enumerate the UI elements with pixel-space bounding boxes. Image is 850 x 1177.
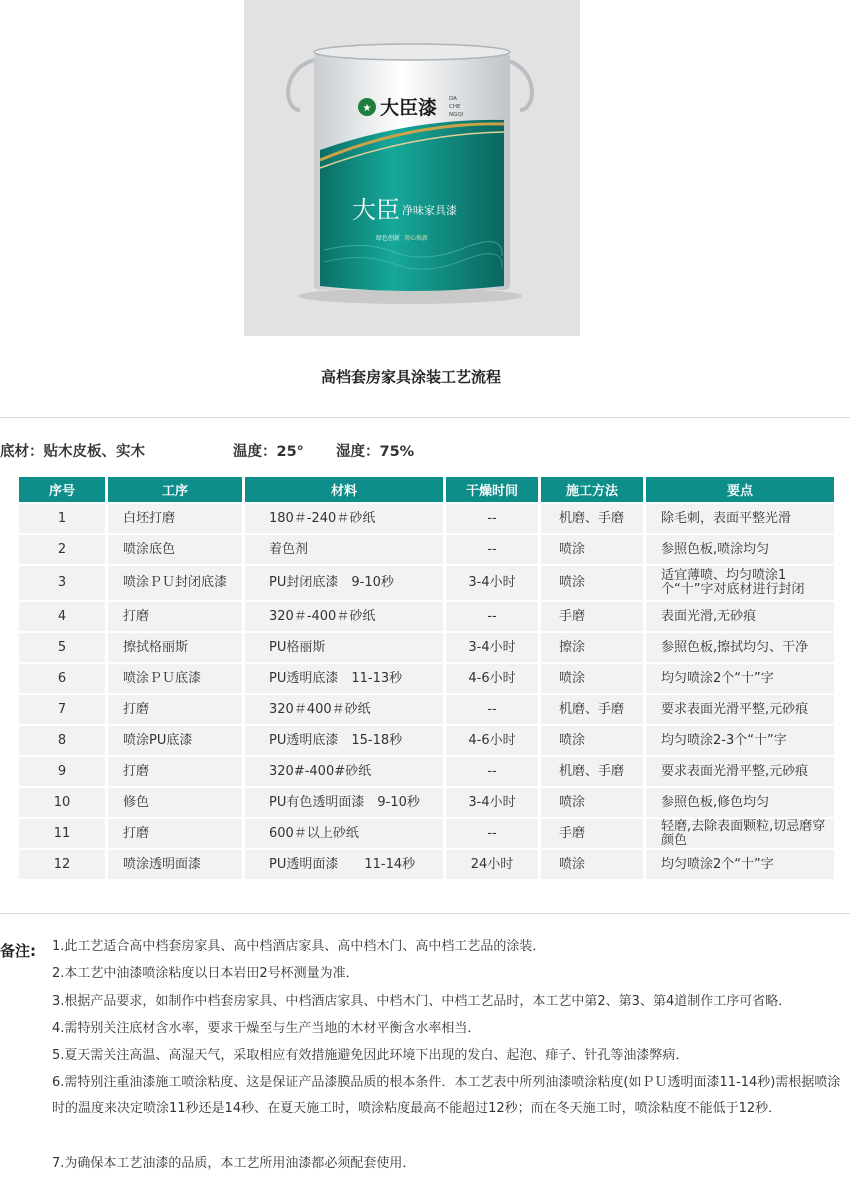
note-item: 5.夏天需关注高温、高湿天气，采取相应有效措施避免因此环境下出现的发白、起泡、痱子、针孔等油漆弊病． [52,1048,689,1063]
cell-point: 参照色板,喷涂均匀 [646,535,834,564]
cell-dry-time: 4-6小时 [446,726,538,755]
paint-can-image [244,0,580,336]
cell-method: 喷涂 [541,566,643,600]
brand-pinyin-3: NGQI [449,112,464,118]
cell-method: 机磨、手磨 [541,757,643,786]
table-row [19,726,834,755]
cell-material: PU有色透明面漆 9-10秒 [245,788,443,817]
table-row [19,757,834,786]
cell-no: 4 [19,602,105,631]
cell-point: 参照色板,擦拭均匀、干净 [646,633,834,662]
cell-process: 修色 [108,788,242,817]
table-row [19,819,834,848]
cell-method: 喷涂 [541,535,643,564]
cell-process: 白坯打磨 [108,504,242,533]
humidity-text: 湿度：75% [336,444,415,460]
table-row [19,504,834,533]
product-image-panel [244,0,580,336]
cell-point: 适宜薄喷、均匀喷涂1个“十”字对底材进行封闭 [646,566,834,600]
table-row [19,535,834,564]
cell-no: 11 [19,819,105,848]
cell-point: 轻磨,去除表面颗粒,切忌磨穿颜色 [646,819,834,848]
cell-material: 180＃-240＃砂纸 [245,504,443,533]
cell-point: 均匀喷涂2个“十”字 [646,850,834,879]
table-row [19,695,834,724]
cell-no: 1 [19,504,105,533]
cell-dry-time: -- [446,819,538,848]
cell-material: 320#-400#砂纸 [245,757,443,786]
cell-point: 表面光滑,无砂痕 [646,602,834,631]
cell-process: 喷涂ＰＵ底漆 [108,664,242,693]
notes-label: 备注: [0,942,36,960]
cell-material: 着色剂 [245,535,443,564]
cell-method: 机磨、手磨 [541,695,643,724]
note-item: 7.为确保本工艺油漆的品质，本工艺所用油漆都必须配套使用． [52,1156,416,1171]
label-slogan-1: 绿色创新 [376,235,401,242]
cell-dry-time: -- [446,757,538,786]
cell-no: 6 [19,664,105,693]
cell-material: PU透明底漆 15-18秒 [245,726,443,755]
brand-logo-star: ★ [362,103,372,114]
cell-method: 喷涂 [541,726,643,755]
cell-process: 打磨 [108,602,242,631]
cell-material: PU封闭底漆 9-10秒 [245,566,443,600]
table-row [19,664,834,693]
cell-process: 喷涂底色 [108,535,242,564]
cell-process: 擦拭格丽斯 [108,633,242,662]
cell-no: 9 [19,757,105,786]
note-item: 2.本工艺中油漆喷涂粘度以日本岩田2号杯测量为准． [52,966,359,981]
cell-no: 10 [19,788,105,817]
cell-dry-time: -- [446,602,538,631]
divider-bottom [0,913,850,914]
cell-no: 7 [19,695,105,724]
cell-process: 打磨 [108,695,242,724]
cell-method: 手磨 [541,819,643,848]
column-header: 施工方法 [541,477,643,502]
substrate-text: 底材：贴木皮板、实木 [0,444,145,460]
table-row [19,633,834,662]
table-row [19,850,834,879]
label-product: 净味家具漆 [402,204,457,217]
column-header: 要点 [646,477,834,502]
cell-dry-time: 3-4小时 [446,566,538,600]
note-item: 1.此工艺适合高中档套房家具、高中档酒店家具、高中档木门、高中档工艺品的涂装． [52,939,546,954]
cell-process: 喷涂PU底漆 [108,726,242,755]
cell-method: 喷涂 [541,664,643,693]
cell-no: 12 [19,850,105,879]
cell-method: 手磨 [541,602,643,631]
cell-no: 2 [19,535,105,564]
cell-dry-time: 4-6小时 [446,664,538,693]
cell-material: PU格丽斯 [245,633,443,662]
note-item: 4.需特别关注底材含水率，要求干燥至与生产当地的木材平衡含水率相当． [52,1021,481,1036]
table-row [19,566,834,600]
cell-dry-time: -- [446,504,538,533]
cell-method: 喷涂 [541,850,643,879]
cell-dry-time: 3-4小时 [446,788,538,817]
cell-method: 擦涂 [541,633,643,662]
column-header: 干燥时间 [446,477,538,502]
cell-no: 8 [19,726,105,755]
cell-point: 均匀喷涂2-3个“十”字 [646,726,834,755]
cell-material: PU透明底漆 11-13秒 [245,664,443,693]
temperature-text: 温度：25° [233,444,304,460]
cell-dry-time: -- [446,695,538,724]
page-title: 高档套房家具涂装工艺流程 [320,368,501,386]
table-header-row [19,477,834,502]
cell-process: 喷涂ＰＵ封闭底漆 [108,566,242,600]
cell-point: 要求表面光滑平整,元砂痕 [646,695,834,724]
cell-point: 除毛刺，表面平整光滑 [646,504,834,533]
cell-process: 打磨 [108,819,242,848]
note-item: 3.根据产品要求，如制作中档套房家具、中档酒店家具、中档木门、中档工艺品时，本工艺中第2、第3、第4道制作工序可省略． [52,994,792,1009]
label-brand: 大臣 [352,196,400,224]
column-header: 序号 [19,477,105,502]
cell-material: 320＃-400＃砂纸 [245,602,443,631]
cell-process: 打磨 [108,757,242,786]
cell-dry-time: 24小时 [446,850,538,879]
cell-material: PU透明面漆 11-14秒 [245,850,443,879]
column-header: 材料 [245,477,443,502]
column-header: 工序 [108,477,242,502]
cell-no: 3 [19,566,105,600]
can-lid [314,44,510,60]
brand-pinyin-2: CHE [449,104,461,110]
cell-point: 均匀喷涂2个“十”字 [646,664,834,693]
cell-process: 喷涂透明面漆 [108,850,242,879]
can-handle-left [288,60,314,110]
cell-method: 喷涂 [541,788,643,817]
divider-top [0,417,850,418]
brand-pinyin-1: DA [449,96,457,102]
cell-dry-time: -- [446,535,538,564]
cell-point: 要求表面光滑平整,元砂痕 [646,757,834,786]
note-item: 6.需特别注重油漆施工喷涂粘度、这是保证产品漆膜品质的根本条件．本工艺表中所列油漆喷涂粘度(如ＰＵ透明面漆11-14秒)需根据喷涂时的温度来决定喷涂11秒还是14秒、在夏天施工时，喷涂粘度最高不能超过12秒；而在冬天施工时，喷涂粘度不能低于12秒． [52,1075,841,1116]
cell-point: 参照色板,修色均匀 [646,788,834,817]
cell-no: 5 [19,633,105,662]
process-table [16,475,837,881]
cell-dry-time: 3-4小时 [446,633,538,662]
brand-name: 大臣漆 [380,97,438,119]
cell-material: 600＃以上砂纸 [245,819,443,848]
table-row [19,602,834,631]
label-slogan-2: 用心焕新 [404,235,429,242]
cell-method: 机磨、手磨 [541,504,643,533]
cell-material: 320＃400＃砂纸 [245,695,443,724]
table-row [19,788,834,817]
